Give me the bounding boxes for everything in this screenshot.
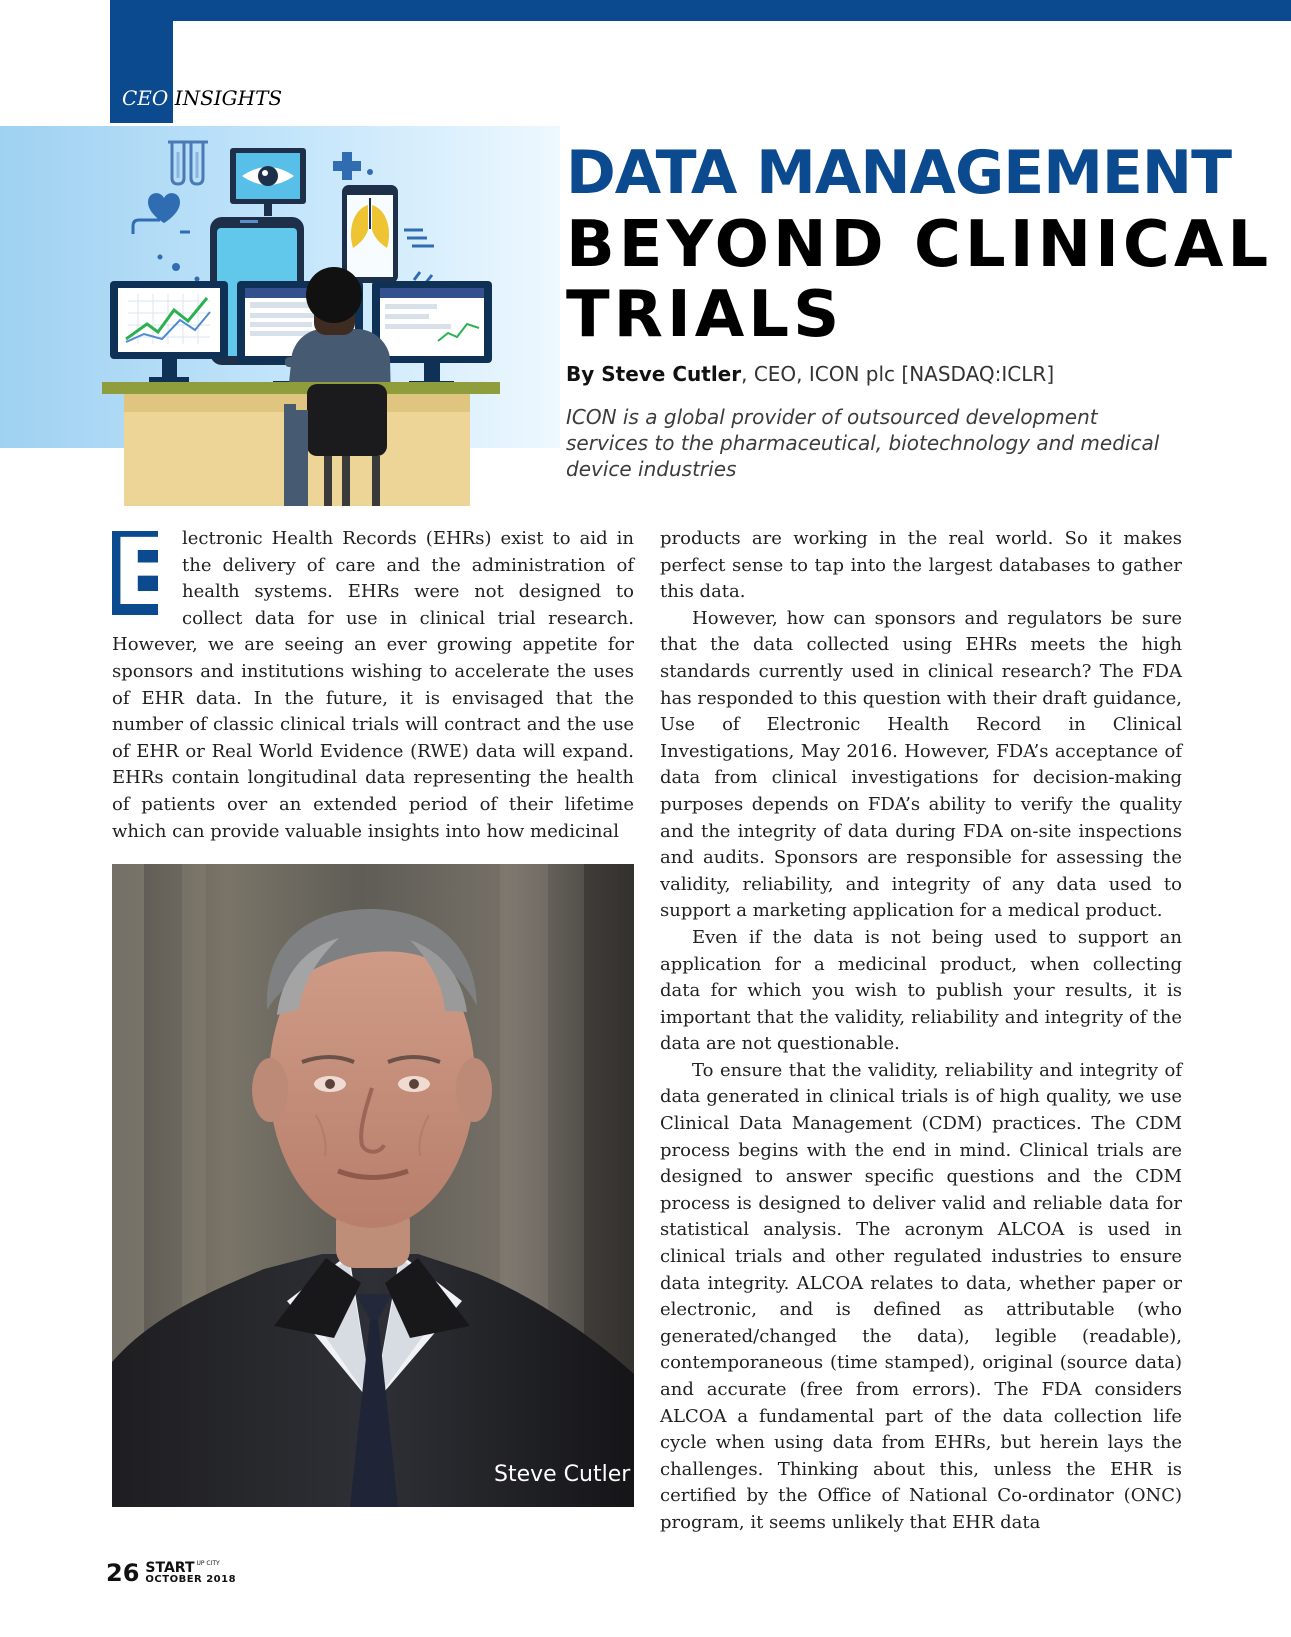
title-line-1: DATA MANAGEMENT bbox=[566, 138, 1232, 208]
section-label-second: INSIGHTS bbox=[168, 86, 283, 110]
left-text-column bbox=[112, 519, 634, 845]
brand-superscript: UP CITY bbox=[196, 1560, 220, 1567]
title-line-3: TRIALS bbox=[566, 278, 844, 352]
right-column-paragraph-3: Even if the data is not being used to support an application for a medicinal product, when collecting data for which you wish to publish your results, it is important that the validity, reliability and integrity of the data are not questionable. bbox=[660, 926, 1182, 1055]
section-label-first: CEO bbox=[122, 86, 169, 110]
right-text-column bbox=[660, 526, 1182, 1537]
steve-cutler-portrait bbox=[112, 864, 634, 1507]
medical-data-workstation-illustration bbox=[102, 128, 522, 506]
byline-role: , CEO, ICON plc [NASDAQ:ICLR] bbox=[741, 362, 1055, 386]
page-footer bbox=[106, 1557, 236, 1585]
article-title bbox=[566, 138, 1273, 353]
top-accent-band bbox=[110, 0, 1291, 21]
drop-cap: E bbox=[112, 519, 175, 626]
article-standfirst: ICON is a global provider of outsourced development services to the pharmaceutical, biotechnology and medical device industries bbox=[566, 405, 1160, 481]
magazine-brand bbox=[145, 1561, 236, 1585]
page-number: 26 bbox=[106, 1559, 140, 1587]
title-line-2: BEYOND CLINICAL bbox=[566, 208, 1273, 282]
brand-row bbox=[145, 1561, 236, 1575]
byline-author: By Steve Cutler bbox=[566, 362, 742, 386]
portrait-caption: Steve Cutler bbox=[494, 1462, 631, 1487]
right-column-paragraph-2: However, how can sponsors and regulators be sure that the data collected using EHRs meets the high standards currently used in clinical research? The FDA has responded to this question with their draft guidance, Use of Electronic Health Record in Clinical Investigations, May 2016. However, FDA’s acceptance of data from clinical investigations for decision-making purposes depends on FDA’s ability to verify the quality and the integrity of data during FDA on-site inspections and audits. Sponsors are responsible for assessing the validity, reliability, and integrity of any data used to support a marketing application for a medical product. bbox=[660, 607, 1182, 922]
article-byline bbox=[566, 362, 1054, 386]
right-column-paragraph-4: To ensure that the validity, reliability and integrity of data generated in clinical trials is of high quality, we use Clinical Data Management (CDM) practices. The CDM process begins with the end in mind. Clinical trials are designed to answer specific questions and the CDM process is designed to deliver valid and reliable data for statistical analysis. The acronym ALCOA is used in clinical trials and other regulated industries to ensure data integrity. ALCOA relates to data, whether paper or electronic, and is defined as attributable (who generated/changed the data), legible (readable), contemporaneous (time stamped), original (source data) and accurate (free from errors). The FDA considers ALCOA a fundamental part of the data collection life cycle when using data from EHRs, but herein lays the challenges. Thinking about this, unless the EHR is certified by the Office of National Co-ordinator (ONC) program, it seems unlikely that EHR data bbox=[660, 1059, 1182, 1533]
issue-date: OCTOBER 2018 bbox=[145, 1574, 237, 1585]
right-column-paragraph-1: products are working in the real world. So it makes perfect sense to tap into the largest databases to gather this data. bbox=[660, 528, 1182, 603]
section-label bbox=[122, 88, 282, 108]
left-column-paragraph: lectronic Health Records (EHRs) exist to aid in the delivery of care and the administration of health systems. EHRs were not designed to collect data for use in clinical trial research. However, we are seeing an ever growing appetite for sponsors and institutions wishing to accelerate the uses of EHR data. In the future, it is envisaged that the number of classic clinical trials will contract and the use of EHR or Real World Evidence (RWE) data will expand. EHRs contain longitudinal data representing the health of patients over an extended period of their lifetime which can provide valuable insights into how medicinal bbox=[112, 528, 634, 842]
brand-name: START bbox=[145, 1560, 195, 1576]
